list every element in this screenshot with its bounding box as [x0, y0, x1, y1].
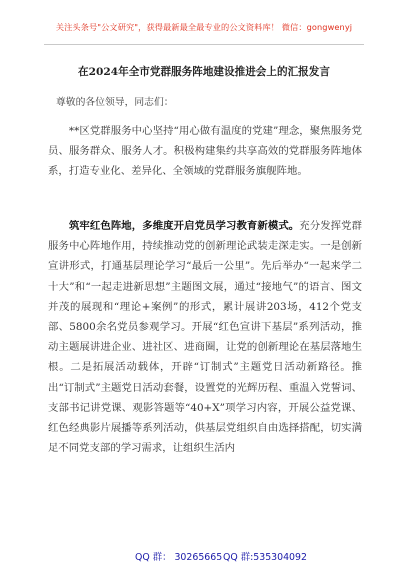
footer-qq-group-1: QQ 群： 30265665 [135, 552, 223, 563]
paragraph-heading: 筑牢红色阵地，多维度开启党员学习教育新模式。 [48, 220, 300, 232]
document-title: 在2024年全市党群服务阵地建设推进会上的汇报发言 [78, 66, 330, 78]
salutation: 尊敬的各位领导，同志们： [56, 97, 174, 108]
header-banner: 关注头条号"公文研究"，获得最新最全最专业的公文资料库！ 微信：gongwenyj [55, 22, 353, 32]
footer-qq-group-2: QQ 群:535304092 [223, 552, 307, 563]
header-divider [44, 44, 364, 45]
paragraph-text: **区党群服务中心坚持“用心做有温度的党建”理念，聚焦服务党员、服务群众、服务人才。积极构建集约共享高效的党群服务阵地体系，打造专业化、差异化、全领域的党群服务旗舰阵地。 [48, 125, 362, 178]
paragraph-text: 充分发挥党群服务中心阵地作用，持续推动党的创新理论武装走深走实。一是创新宣讲形式，打通基层理论学习“最后一公里”。先后举办“一起来学二十大”和“一起走进新思想”主题图文展，通过“接地气”的语言、图文并茂的展现和“理论+案例”的形式，累计展讲203场，412个党支部、5800余名党员参观学习。开展“红色宣讲下基层”系列活动，推动主题展讲进企业、进社区、进商圈，让党的创新理论在基层落地生根。二是拓展活动载体，开辟“订制式”主题党日活动新路径。推出“订制式”主题党日活动套餐，设置党的光辉历程、重温入党誓词、支部书记讲党课、观影答题等“40+X”项学习内容，开展公益党课、红色经典影片展播等系列活动，供基层党组织自由选择搭配，切实满足不同党支部的学习需求，让组织生活内 [48, 220, 363, 455]
paragraph-intro [48, 121, 362, 182]
paragraph-red-position [48, 216, 362, 458]
